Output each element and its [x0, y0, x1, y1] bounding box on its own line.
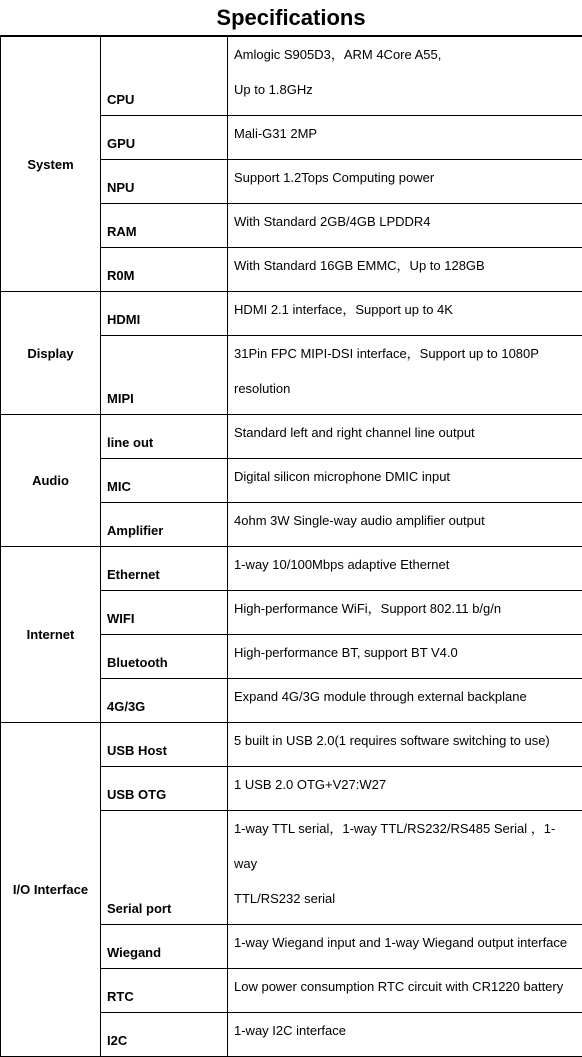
spec-key: NPU [101, 160, 228, 204]
spec-value-line: TTL/RS232 serial [234, 881, 576, 916]
spec-value: 1-way I2C interface [228, 1013, 582, 1057]
spec-key: MIC [101, 459, 228, 503]
spec-value: 1 USB 2.0 OTG+V27:W27 [228, 767, 582, 811]
spec-key: I2C [101, 1013, 228, 1057]
table-row [1, 547, 582, 591]
spec-value: HDMI 2.1 interface，Support up to 4K [228, 292, 582, 336]
group-label: Audio [1, 415, 101, 547]
spec-value: 1-way 10/100Mbps adaptive Ethernet [228, 547, 582, 591]
spec-value-line: 31Pin FPC MIPI-DSI interface，Support up to 1080P [234, 336, 576, 371]
page-title: Specifications [0, 0, 582, 35]
spec-key: line out [101, 415, 228, 459]
spec-value: With Standard 2GB/4GB LPDDR4 [228, 204, 582, 248]
spec-value: 5 built in USB 2.0(1 requires software switching to use) [228, 723, 582, 767]
spec-key: USB OTG [101, 767, 228, 811]
spec-table [0, 35, 582, 1057]
spec-value: With Standard 16GB EMMC，Up to 128GB [228, 248, 582, 292]
table-row [1, 292, 582, 336]
spec-value [228, 37, 582, 116]
spec-key: Ethernet [101, 547, 228, 591]
spec-key: Wiegand [101, 925, 228, 969]
spec-value [228, 811, 582, 925]
spec-value-line: Up to 1.8GHz [234, 72, 576, 107]
spec-key: GPU [101, 116, 228, 160]
table-row [1, 723, 582, 767]
spec-value-line: Amlogic S905D3，ARM 4Core A55, [234, 37, 576, 72]
spec-value: Digital silicon microphone DMIC input [228, 459, 582, 503]
spec-key: RAM [101, 204, 228, 248]
spec-value: 1-way Wiegand input and 1-way Wiegand output interface [228, 925, 582, 969]
spec-value: High-performance BT, support BT V4.0 [228, 635, 582, 679]
spec-value: Support 1.2Tops Computing power [228, 160, 582, 204]
spec-value: High-performance WiFi，Support 802.11 b/g/n [228, 591, 582, 635]
spec-key: USB Host [101, 723, 228, 767]
spec-key: Bluetooth [101, 635, 228, 679]
spec-key: R0M [101, 248, 228, 292]
spec-value: Expand 4G/3G module through external backplane [228, 679, 582, 723]
spec-key: RTC [101, 969, 228, 1013]
spec-value: Mali-G31 2MP [228, 116, 582, 160]
table-row [1, 415, 582, 459]
spec-value-line: 1-way TTL serial，1-way TTL/RS232/RS485 Serial ，1-way [234, 811, 576, 881]
group-label: Display [1, 292, 101, 415]
spec-value-line: resolution [234, 371, 576, 406]
spec-key: 4G/3G [101, 679, 228, 723]
spec-key: MIPI [101, 336, 228, 415]
spec-key: WIFI [101, 591, 228, 635]
spec-value: 4ohm 3W Single-way audio amplifier output [228, 503, 582, 547]
group-label: Internet [1, 547, 101, 723]
spec-value [228, 336, 582, 415]
spec-value: Low power consumption RTC circuit with CR1220 battery [228, 969, 582, 1013]
group-label: System [1, 37, 101, 292]
spec-key: HDMI [101, 292, 228, 336]
spec-key: Amplifier [101, 503, 228, 547]
spec-key: CPU [101, 37, 228, 116]
table-row [1, 37, 582, 116]
group-label: I/O Interface [1, 723, 101, 1057]
spec-key: Serial port [101, 811, 228, 925]
spec-value: Standard left and right channel line output [228, 415, 582, 459]
